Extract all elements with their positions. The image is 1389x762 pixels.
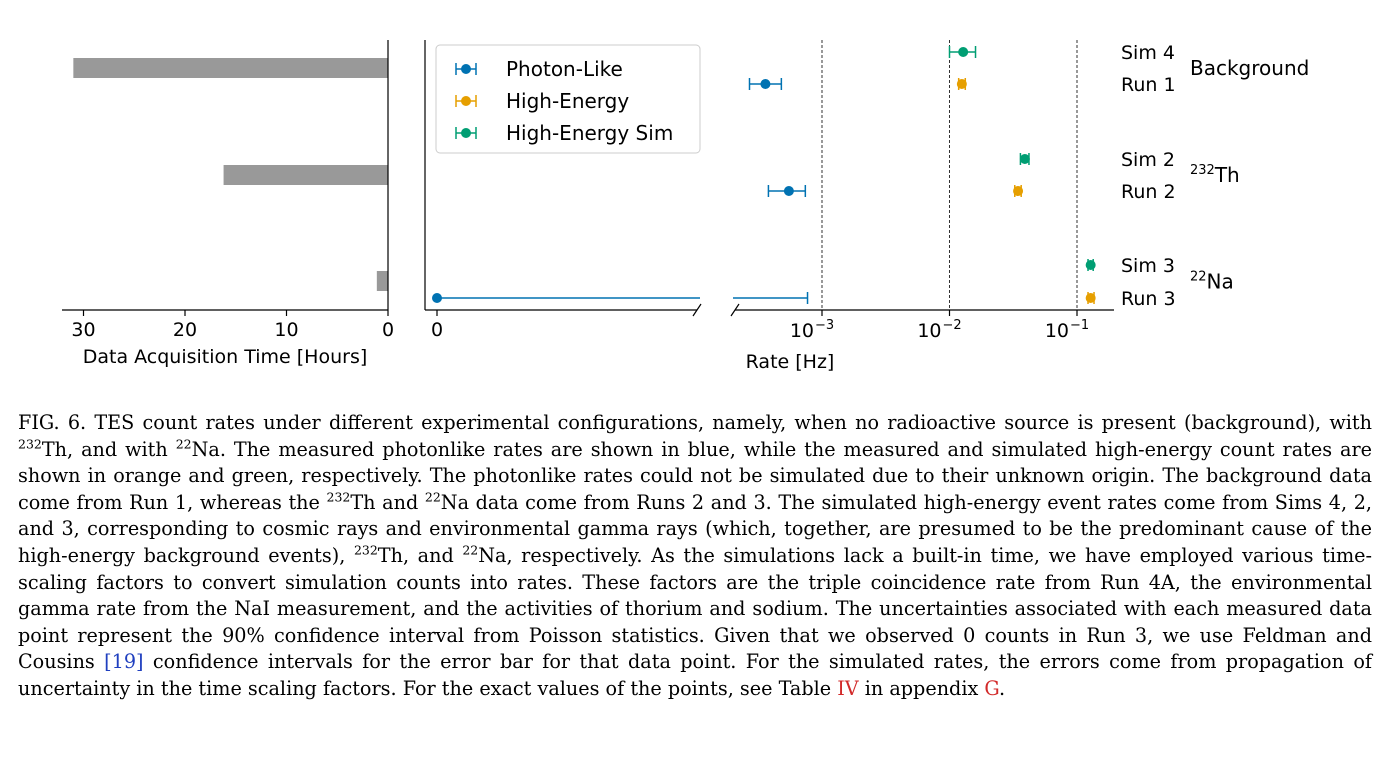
rate-tick-label: $10^{-3}$: [789, 318, 835, 342]
caption-text: FIG. 6. TES count rates under different experimental configurations, namely, when no radioactive source is present (background), with: [18, 411, 1372, 434]
row-label: Sim 2: [1121, 149, 1175, 171]
rate-tick-label: 0: [430, 319, 444, 341]
rate-panel: [425, 40, 1309, 373]
data-point-photon-like: [768, 185, 805, 197]
reference-link[interactable]: [19]: [104, 650, 144, 674]
acquisition-bar-2: [224, 165, 388, 185]
left-tick-label: 20: [172, 319, 198, 341]
acquisition-time-panel: [62, 40, 394, 368]
row-label: Run 1: [1121, 74, 1176, 96]
acquisition-bar-1: [73, 58, 388, 78]
figure-caption: [18, 410, 1372, 703]
left-x-axis-label: Data Acquisition Time [Hours]: [82, 346, 368, 368]
legend-label: High-Energy Sim: [506, 121, 674, 145]
row-label: Run 2: [1121, 181, 1176, 203]
data-point-high-energy: [957, 78, 967, 90]
data-point-high-energy-sim: [1020, 153, 1030, 165]
caption-superscript: 22: [424, 489, 441, 505]
data-point-high-energy-sim: [1086, 259, 1096, 271]
rate-tick-label: $10^{-1}$: [1044, 318, 1090, 342]
data-point-high-energy: [1086, 292, 1096, 304]
caption-text: .: [999, 676, 1006, 700]
source-label: $^{22}$Na: [1190, 269, 1234, 294]
caption-text: in appendix: [858, 676, 985, 700]
caption-text: Th, and with: [41, 437, 176, 461]
source-label: $^{232}$Th: [1190, 163, 1240, 187]
row-label: Run 3: [1121, 288, 1176, 310]
table-link[interactable]: IV: [837, 676, 859, 700]
left-tick-label: 0: [381, 319, 395, 341]
caption-superscript: 232: [18, 436, 42, 452]
data-point-photon-like: [749, 78, 781, 90]
axis-break-marks: [693, 304, 739, 316]
source-label: Background: [1190, 56, 1310, 80]
caption-text: Na. The measured photonlike rates are shown in blue, while the measured and simulated high-energy count rates are shown in orange and green, respectively. The photonlike rates could not be simulated due to their unknown origin. The background data come from Run 1, whereas the: [18, 437, 1373, 514]
legend-label: Photon-Like: [506, 57, 623, 81]
caption-text: Na data come from Runs 2 and 3. The simulated high-energy event rates come from Sims 4, 2, and 3, corresponding to cosmic rays and environmental gamma rays (which, together, are presumed to be the predominant cause of the high-energy background events),: [18, 490, 1372, 567]
data-point-high-energy-sim: [950, 46, 976, 58]
rate-tick-label: $10^{-2}$: [917, 318, 962, 342]
caption-superscript: 232: [326, 489, 351, 505]
row-label: Sim 4: [1121, 42, 1175, 64]
caption-superscript: 22: [175, 436, 192, 452]
legend: [436, 45, 700, 153]
left-tick-label: 30: [71, 319, 96, 341]
caption-text: Na, respectively. As the simulations lack a built-in time, we have employed various time-scaling factors to convert simulation counts into rates. These factors are the triple coincidence rate from Run 4A, the environmental gamma rate from the NaI measurement, and the activities of thorium and sodium. The uncertainties associated with each measured data point represent the 90% confidence interval from Poisson statistics. Given that we observed 0 counts in Run 3, we use Feldman and Cousins: [18, 543, 1372, 674]
caption-text: Th and: [350, 490, 425, 514]
data-point-photon-like: [432, 292, 808, 304]
data-point-high-energy: [1013, 185, 1023, 197]
legend-label: High-Energy: [506, 89, 630, 113]
right-x-axis-label: Rate [Hz]: [745, 351, 835, 373]
left-tick-label: 10: [274, 319, 299, 341]
caption-text: confidence intervals for the error bar for that data point. For the simulated rates, the errors come from propagation of uncertainty in the time scaling factors. For the exact values of the points, see Table: [18, 650, 1372, 700]
appendix-link[interactable]: G: [984, 676, 1000, 700]
caption-superscript: 22: [462, 542, 479, 558]
caption-superscript: 232: [353, 542, 378, 558]
acquisition-bar-3: [377, 271, 388, 291]
row-label: Sim 3: [1121, 255, 1175, 277]
caption-text: Th, and: [377, 543, 463, 567]
